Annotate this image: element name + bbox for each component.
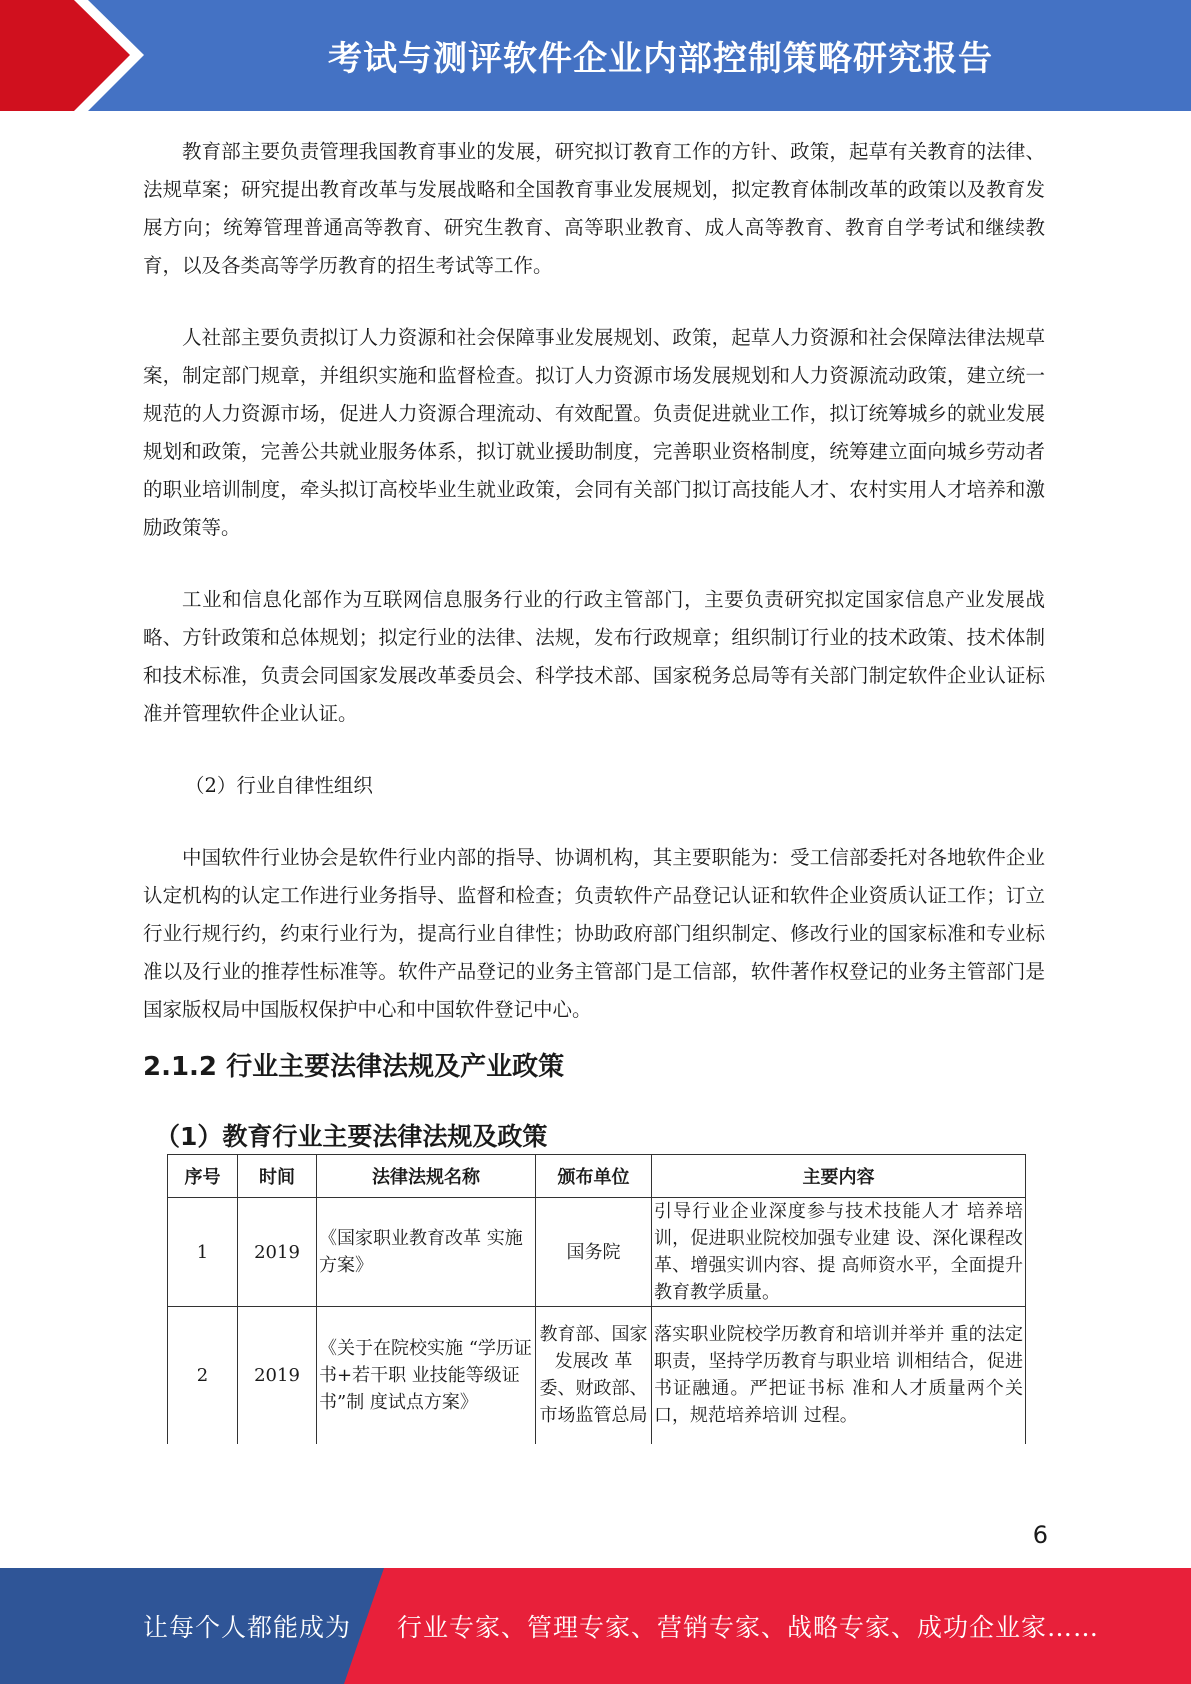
- cell-issuer: 国务院: [536, 1198, 652, 1307]
- footer-slogan-right: 行业专家、管理专家、营销专家、战略专家、成功企业家……: [397, 1613, 1100, 1642]
- page-number: 6: [1032, 1521, 1048, 1549]
- cell-year: 2019: [238, 1307, 317, 1444]
- cell-content: 引导行业企业深度参与技术技能人才 培养培训，促进职业院校加强专业建 设、深化课程改革、增强实训内容、提 高师资水平，全面提升教育教学质量。: [652, 1198, 1026, 1307]
- cell-no: 1: [168, 1198, 238, 1307]
- column-header-content: 主要内容: [652, 1155, 1026, 1198]
- column-header-name: 法律法规名称: [317, 1155, 536, 1198]
- report-title: 考试与测评软件企业内部控制策略研究报告: [328, 39, 993, 79]
- cell-no: 2: [168, 1307, 238, 1444]
- table-header-row: [168, 1155, 1026, 1198]
- cell-content: 落实职业院校学历教育和培训并举并 重的法定职责，坚持学历教育与职业培 训相结合，促进书证融通。严把证书标 准和人才质量两个关口，规范培养培训 过程。: [652, 1307, 1026, 1444]
- page-header: [0, 0, 1191, 111]
- paragraph-moe: 教育部主要负责管理我国教育事业的发展，研究拟订教育工作的方针、政策，起草有关教育的法律、法规草案；研究提出教育改革与发展战略和全国教育事业发展规划，拟定教育体制改革的政策以及教育发展方向；统筹管理普通高等教育、研究生教育、高等职业教育、成人高等教育、教育自学考试和继续教育，以及各类高等学历教育的招生考试等工作。: [143, 140, 1045, 277]
- table-row: [168, 1198, 1026, 1307]
- subheading-self-regulation: （2）行业自律性组织: [185, 774, 373, 797]
- header-arrow-decoration: [0, 0, 150, 111]
- column-header-year: 时间: [238, 1155, 317, 1198]
- page-footer: [0, 1568, 1191, 1684]
- table-heading: （1）教育行业主要法律法规及政策: [155, 1122, 548, 1151]
- footer-slogan-left: 让每个人都能成为: [143, 1613, 352, 1642]
- paragraph-csia: 中国软件行业协会是软件行业内部的指导、协调机构，其主要职能为：受工信部委托对各地软件企业认定机构的认定工作进行业务指导、监督和检查；负责软件产品登记认证和软件企业资质认证工作；订立行业行规行约，约束行业行为，提高行业自律性；协助政府部门组织制定、修改行业的国家标准和专业标准以及行业的推荐性标准等。软件产品登记的业务主管部门是工信部，软件著作权登记的业务主管部门是国家版权局中国版权保护中心和中国软件登记中心。: [143, 846, 1045, 1021]
- table-row: [168, 1307, 1026, 1444]
- cell-year: 2019: [238, 1198, 317, 1307]
- body-content: [143, 133, 1045, 1063]
- column-header-no: 序号: [168, 1155, 238, 1198]
- paragraph-mohrss: 人社部主要负责拟订人力资源和社会保障事业发展规划、政策，起草人力资源和社会保障法律法规草案，制定部门规章，并组织实施和监督检查。拟订人力资源市场发展规划和人力资源流动政策，建立统一规范的人力资源市场，促进人力资源合理流动、有效配置。负责促进就业工作，拟订统筹城乡的就业发展规划和政策，完善公共就业服务体系，拟订就业援助制度，完善职业资格制度，统筹建立面向城乡劳动者的职业培训制度，牵头拟订高校毕业生就业政策，会同有关部门拟订高技能人才、农村实用人才培养和激励政策等。: [143, 326, 1045, 539]
- cell-name: 《关于在院校实施 “学历证书+若干职 业技能等级证书”制 度试点方案》: [317, 1307, 536, 1444]
- cell-issuer: 教育部、国家发展改 革委、财政部、市场监管总局: [536, 1307, 652, 1444]
- policy-table: [167, 1154, 1026, 1444]
- section-heading: 2.1.2 行业主要法律法规及产业政策: [143, 1052, 565, 1082]
- cell-name: 《国家职业教育改革 实施方案》: [317, 1198, 536, 1307]
- column-header-issuer: 颁布单位: [536, 1155, 652, 1198]
- paragraph-miit: 工业和信息化部作为互联网信息服务行业的行政主管部门，主要负责研究拟定国家信息产业发展战略、方针政策和总体规划；拟定行业的法律、法规，发布行政规章；组织制订行业的技术政策、技术体制和技术标准，负责会同国家发展改革委员会、科学技术部、国家税务总局等有关部门制定软件企业认证标准并管理软件企业认证。: [143, 588, 1045, 725]
